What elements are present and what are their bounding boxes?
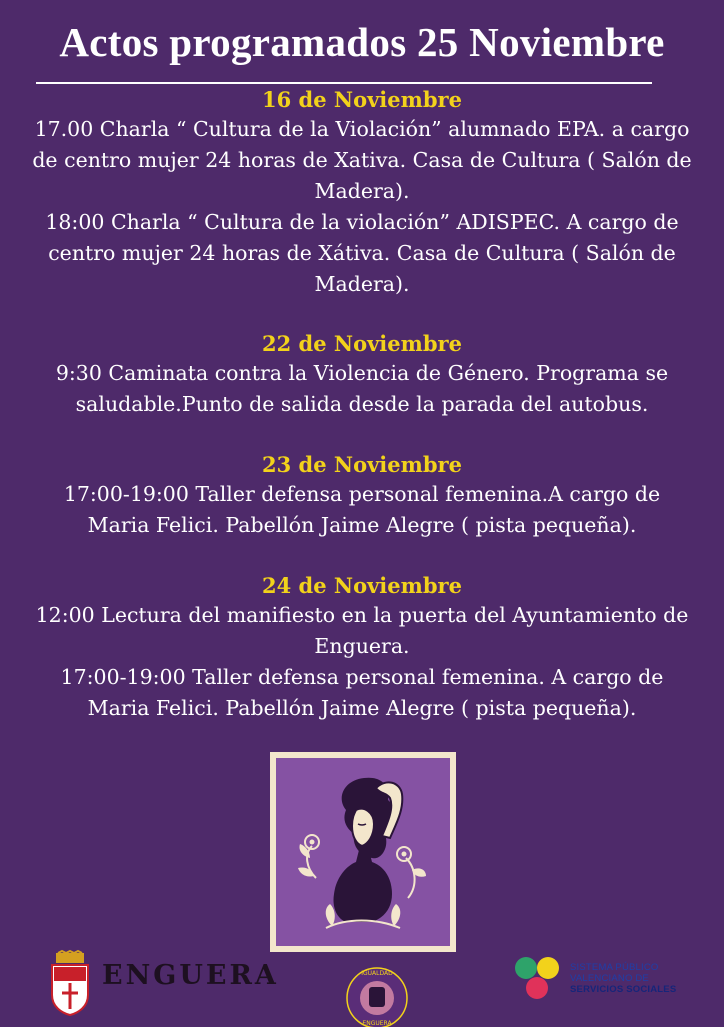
title-divider — [36, 82, 652, 84]
event-line: 17.00 Charla “ Cultura de la Violación” alumnado EPA. a cargo — [34, 117, 690, 141]
day-date: 16 de Noviembre — [262, 87, 462, 112]
event-item — [0, 358, 724, 420]
day-block-24 — [0, 572, 724, 724]
equality-badge-icon — [344, 965, 410, 1027]
day-block-23 — [0, 451, 724, 541]
illustration-frame — [270, 752, 456, 952]
woman-flowers-illustration — [276, 758, 450, 946]
event-line: Maria Felici. Pabellón Jaime Alegre ( pista pequeña). — [87, 696, 637, 720]
social-services-label: SISTEMA PÚBLICO VALENCIANO DE SERVICIOS SOCIALES — [570, 962, 677, 995]
event-line: Maria Felici. Pabellón Jaime Alegre ( pista pequeña). — [87, 513, 637, 537]
event-item — [0, 207, 724, 300]
event-line: 17:00-19:00 Taller defensa personal femenina.A cargo de — [63, 482, 661, 506]
event-item — [0, 662, 724, 724]
event-line: Madera). — [314, 179, 410, 203]
event-line: 9:30 Caminata contra la Violencia de Género. Programa se — [55, 361, 669, 385]
event-item — [0, 600, 724, 662]
day-date: 24 de Noviembre — [262, 573, 462, 598]
schedule — [0, 86, 724, 724]
event-line: 12:00 Lectura del manifiesto en la puerta del Ayuntamiento de — [35, 603, 689, 627]
day-date: 23 de Noviembre — [262, 452, 462, 477]
footer-logos — [0, 945, 724, 1027]
event-line: saludable.Punto de salida desde la parada del autobus. — [75, 392, 649, 416]
event-line: Madera). — [314, 272, 410, 296]
event-line: 17:00-19:00 Taller defensa personal femenina. A cargo de — [60, 665, 664, 689]
event-line: de centro mujer 24 horas de Xativa. Casa de Cultura ( Salón de — [32, 148, 692, 172]
day-block-16 — [0, 86, 724, 300]
event-line: 18:00 Charla “ Cultura de la violación” ADISPEC. A cargo de — [45, 210, 679, 234]
town-wordmark: ENGUERA — [102, 960, 279, 991]
day-date: 22 de Noviembre — [262, 331, 462, 356]
event-item — [0, 479, 724, 541]
badge-text-top: IGUALDAD — [361, 970, 393, 977]
event-line: Enguera. — [314, 634, 410, 658]
social-services-dots-icon — [514, 956, 564, 1006]
event-item — [0, 114, 724, 207]
event-line: centro mujer 24 horas de Xátiva. Casa de Cultura ( Salón de — [48, 241, 676, 265]
town-coat-of-arms-icon — [50, 951, 90, 1021]
page-title: Actos programados 25 Noviembre — [59, 19, 665, 65]
day-block-22 — [0, 330, 724, 420]
badge-text-bottom: ENGUERA — [362, 1020, 392, 1027]
